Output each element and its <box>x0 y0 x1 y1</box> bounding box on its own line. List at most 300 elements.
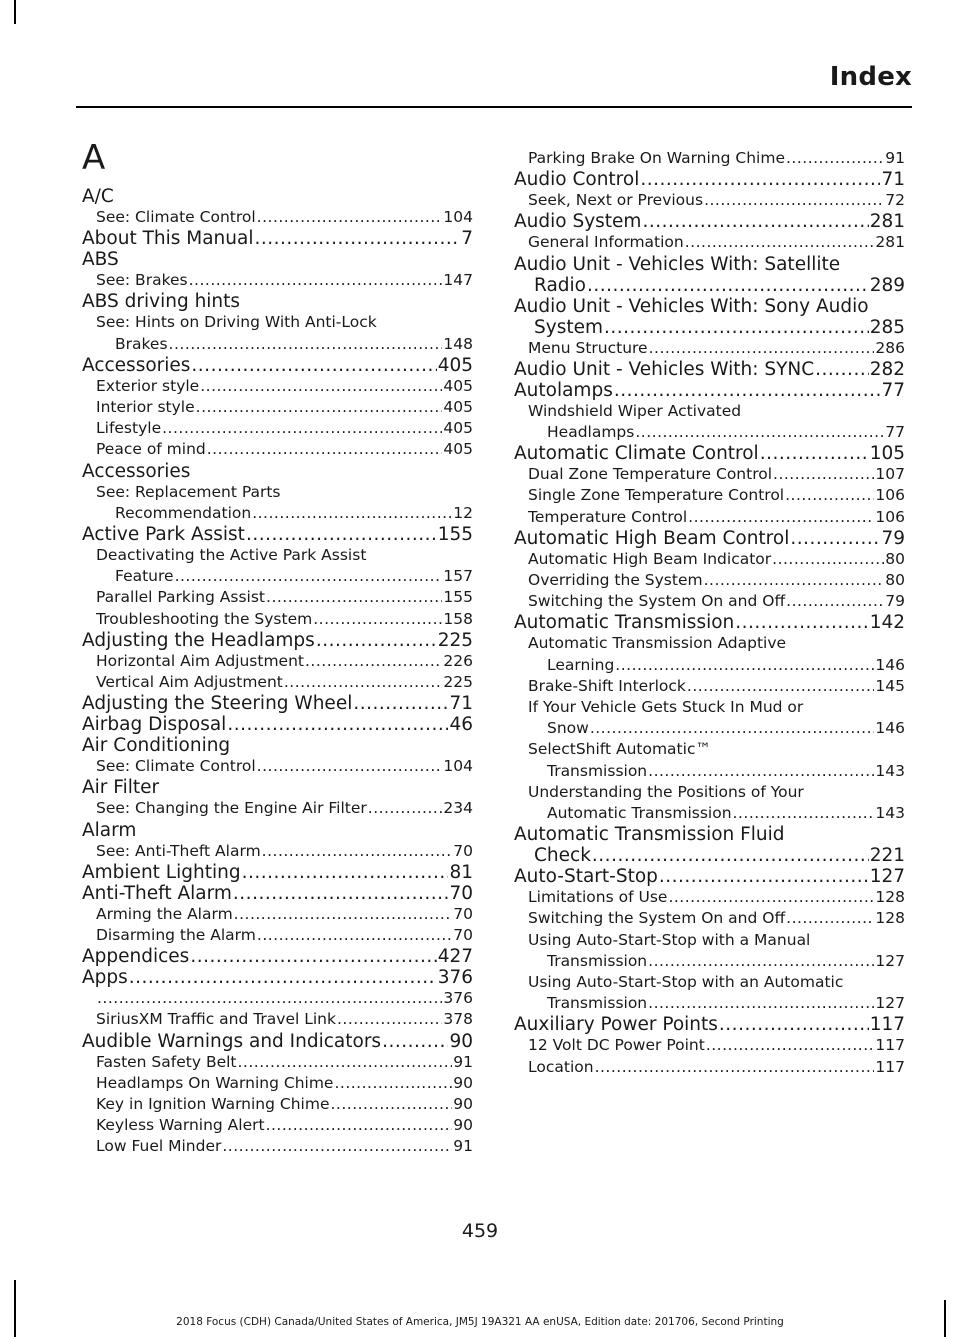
index-subentry <box>82 207 473 228</box>
entry-text: Automatic Transmission <box>514 612 735 634</box>
entry-text: Automatic High Beam Indicator <box>528 549 772 568</box>
dot-leader <box>233 883 449 904</box>
dot-leader <box>234 904 453 925</box>
entry-text: If Your Vehicle Gets Stuck In Mud or <box>528 698 804 717</box>
dot-leader <box>642 211 868 232</box>
index-subentry <box>82 798 473 819</box>
dot-leader <box>595 1057 875 1078</box>
dot-leader <box>773 464 874 485</box>
dot-leader <box>169 334 443 355</box>
index-subentry <box>514 676 905 697</box>
dot-leader <box>786 148 884 169</box>
entry-text: Adjusting the Headlamps <box>82 629 315 651</box>
entry-page-number: 405 <box>443 440 473 459</box>
entry-page-number: 281 <box>869 211 905 233</box>
entry-page-number: 148 <box>443 334 473 353</box>
entry-text: See: Replacement Parts <box>96 482 281 501</box>
index-subentry <box>82 545 473 566</box>
index-subentry <box>82 1094 473 1115</box>
entry-page-number: 70 <box>449 882 473 904</box>
dot-leader <box>687 676 875 697</box>
index-heading-entry <box>514 866 905 887</box>
entry-page-number: 71 <box>881 169 905 191</box>
entry-page-number: 91 <box>453 1137 473 1156</box>
index-subentry <box>82 904 473 925</box>
dot-leader <box>97 988 442 1009</box>
index-heading-entry <box>82 967 473 988</box>
entry-text: Appendices <box>82 946 190 968</box>
page-title: Index <box>829 62 912 92</box>
entry-page-number: 128 <box>875 909 905 928</box>
entry-text: Limitations of Use <box>528 888 668 907</box>
entry-text: Automatic Transmission <box>547 804 732 823</box>
index-column-right <box>514 148 905 1078</box>
entry-page-number: 80 <box>885 571 905 590</box>
dot-leader <box>648 951 874 972</box>
entry-page-number: 221 <box>869 845 905 867</box>
index-subentry <box>82 270 473 291</box>
entry-text: Interior style <box>96 398 195 417</box>
dot-leader <box>257 756 443 777</box>
crop-mark-bottom-left <box>14 1280 16 1337</box>
entry-page-number: 427 <box>437 946 473 968</box>
dot-leader <box>790 528 880 549</box>
entry-text: Audio Unit - Vehicles With: Satellite <box>514 253 841 275</box>
entry-page-number: 79 <box>885 592 905 611</box>
dot-leader <box>685 232 875 253</box>
dot-leader <box>587 275 869 296</box>
entry-page-number: 285 <box>869 316 905 338</box>
entry-text: Menu Structure <box>528 338 648 357</box>
index-heading-entry <box>514 275 905 296</box>
entry-page-number: 234 <box>443 799 473 818</box>
entry-page-number: 70 <box>453 841 473 860</box>
index-subentry <box>82 988 473 1009</box>
entry-text: Brake-Shift Interlock <box>528 676 686 695</box>
index-subentry <box>82 503 473 524</box>
index-heading-entry <box>82 820 473 841</box>
dot-leader <box>266 587 442 608</box>
dot-leader <box>200 376 442 397</box>
entry-page-number: 90 <box>449 1030 473 1052</box>
entry-page-number: 91 <box>453 1052 473 1071</box>
section-letter: A <box>82 138 106 178</box>
entry-text: Automatic Climate Control <box>514 443 759 465</box>
dot-leader <box>640 169 880 190</box>
entry-text: Disarming the Alarm <box>96 926 256 945</box>
entry-page-number: 107 <box>875 465 905 484</box>
entry-page-number: 127 <box>875 951 905 970</box>
entry-page-number: 71 <box>449 693 473 715</box>
index-subentry <box>82 439 473 460</box>
entry-text: Air Conditioning <box>82 735 231 757</box>
entry-text: Audio System <box>514 211 642 233</box>
index-subentry <box>82 397 473 418</box>
index-subentry <box>514 887 905 908</box>
entry-text: Using Auto-Start-Stop with a Manual <box>528 930 811 949</box>
dot-leader <box>668 887 874 908</box>
dot-leader <box>704 190 884 211</box>
entry-text: Recommendation <box>115 503 252 522</box>
entry-text: See: Anti-Theft Alarm <box>96 841 261 860</box>
index-subentry <box>514 930 905 951</box>
entry-text: Fasten Safety Belt <box>96 1052 237 1071</box>
dot-leader <box>592 845 869 866</box>
entry-text: A/C <box>82 186 114 207</box>
index-heading-entry <box>82 291 473 312</box>
index-subentry <box>514 591 905 612</box>
index-heading-entry <box>514 169 905 190</box>
entry-page-number: 46 <box>449 714 473 736</box>
index-heading-entry <box>514 824 905 845</box>
dot-leader <box>735 612 868 633</box>
index-heading-entry <box>82 946 473 967</box>
entry-page-number: 81 <box>449 861 473 883</box>
index-subentry <box>514 761 905 782</box>
index-subentry <box>514 972 905 993</box>
dot-leader <box>266 1115 453 1136</box>
entry-text: Vertical Aim Adjustment <box>96 673 283 692</box>
dot-leader <box>175 566 443 587</box>
entry-text: Autolamps <box>514 379 613 401</box>
entry-text: Keyless Warning Alert <box>96 1116 265 1135</box>
index-heading-entry <box>514 380 905 401</box>
dot-leader <box>772 549 884 570</box>
entry-text: Automatic High Beam Control <box>514 527 790 549</box>
dot-leader <box>257 207 443 228</box>
index-heading-entry <box>82 186 473 207</box>
entry-page-number: 146 <box>875 655 905 674</box>
index-heading-entry <box>514 1014 905 1035</box>
index-subentry <box>82 376 473 397</box>
index-subentry <box>514 485 905 506</box>
entry-text: Transmission <box>547 951 648 970</box>
dot-leader <box>252 503 452 524</box>
entry-text: Headlamps <box>547 423 635 442</box>
dot-leader <box>257 925 452 946</box>
dot-leader <box>313 609 442 630</box>
entry-page-number: 77 <box>885 423 905 442</box>
entry-text: General Information <box>528 233 684 252</box>
entry-text: Transmission <box>547 994 648 1013</box>
dot-leader <box>785 485 874 506</box>
entry-text: Understanding the Positions of Your <box>528 782 804 801</box>
page-number: 459 <box>461 1220 499 1242</box>
entry-text: Ambient Lighting <box>82 861 241 883</box>
index-heading-entry <box>514 359 905 380</box>
entry-text: Audible Warnings and Indicators <box>82 1030 382 1052</box>
entry-page-number: 405 <box>437 354 473 376</box>
index-heading-entry <box>82 777 473 798</box>
dot-leader <box>786 908 874 929</box>
index-subentry <box>514 718 905 739</box>
index-subentry <box>82 925 473 946</box>
entry-page-number: 157 <box>443 567 473 586</box>
index-subentry <box>514 908 905 929</box>
index-subentry <box>82 1136 473 1157</box>
entry-page-number: 147 <box>443 271 473 290</box>
index-subentry <box>82 482 473 503</box>
dot-leader <box>614 380 881 401</box>
dot-leader <box>719 1014 869 1035</box>
entry-page-number: 405 <box>443 419 473 438</box>
entry-page-number: 104 <box>443 208 473 226</box>
entry-text: Audio Unit - Vehicles With: SYNC <box>514 358 815 380</box>
dot-leader <box>706 1035 875 1056</box>
dot-leader <box>733 803 875 824</box>
entry-text: See: Climate Control <box>96 757 256 776</box>
entry-page-number: 376 <box>443 989 473 1008</box>
dot-leader <box>129 967 437 988</box>
entry-text: Parallel Parking Assist <box>96 588 266 607</box>
entry-text: Learning <box>547 655 615 674</box>
dot-leader <box>590 718 875 739</box>
entry-page-number: 145 <box>875 676 905 695</box>
entry-text: Transmission <box>547 761 648 780</box>
entry-page-number: 127 <box>869 866 905 888</box>
entry-page-number: 405 <box>443 376 473 395</box>
entry-text: See: Changing the Engine Air Filter <box>96 799 367 818</box>
entry-page-number: 90 <box>453 1116 473 1135</box>
dot-leader <box>238 1052 453 1073</box>
index-subentry <box>514 148 905 169</box>
entry-text: SelectShift Automatic™ <box>528 740 711 759</box>
entry-page-number: 289 <box>869 274 905 296</box>
dot-leader <box>330 1094 452 1115</box>
index-subentry <box>514 803 905 824</box>
entry-text: Switching the System On and Off <box>528 592 786 611</box>
entry-text: Anti-Theft Alarm <box>82 882 232 904</box>
entry-text: Brakes <box>115 334 168 353</box>
entry-text: Feature <box>115 567 174 586</box>
index-subentry <box>514 507 905 528</box>
index-heading-entry <box>82 249 473 270</box>
entry-page-number: 286 <box>875 338 905 357</box>
dot-leader <box>242 862 449 883</box>
index-subentry <box>514 401 905 422</box>
entry-text: Switching the System On and Off <box>528 909 786 928</box>
index-subentry <box>514 993 905 1014</box>
entry-text: Windshield Wiper Activated <box>528 401 742 420</box>
dot-leader <box>196 397 443 418</box>
entry-text: Overriding the System <box>528 571 703 590</box>
entry-text: Temperature Control <box>528 507 688 526</box>
index-subentry <box>514 549 905 570</box>
entry-page-number: 282 <box>869 358 905 380</box>
dot-leader <box>815 359 869 380</box>
entry-text: See: Hints on Driving With Anti-Lock <box>96 313 377 332</box>
index-subentry <box>82 841 473 862</box>
entry-page-number: 405 <box>443 398 473 417</box>
entry-text: Accessories <box>82 460 191 482</box>
entry-page-number: 143 <box>875 761 905 780</box>
entry-text: Lifestyle <box>96 419 162 438</box>
entry-text: Apps <box>82 967 128 989</box>
index-heading-entry <box>514 254 905 275</box>
footer-edition-text: 2018 Focus (CDH) Canada/United States of America, JM5J 19A321 AA enUSA, Edition date: 201706, Second Printing <box>176 1316 784 1328</box>
entry-page-number: 142 <box>869 612 905 634</box>
left-entry-list <box>82 186 473 1158</box>
entry-text: Deactivating the Active Park Assist <box>96 546 367 565</box>
index-subentry <box>514 464 905 485</box>
dot-leader <box>222 1136 452 1157</box>
dot-leader <box>760 443 869 464</box>
entry-page-number: 127 <box>875 994 905 1013</box>
dot-leader <box>353 693 448 714</box>
index-subentry <box>514 655 905 676</box>
entry-page-number: 90 <box>453 1095 473 1114</box>
entry-page-number: 117 <box>869 1014 905 1036</box>
entry-text: About This Manual <box>82 228 254 250</box>
index-subentry <box>82 1052 473 1073</box>
index-heading-entry <box>514 317 905 338</box>
entry-text: Alarm <box>82 819 137 841</box>
entry-page-number: 77 <box>881 379 905 401</box>
index-heading-entry <box>82 461 473 482</box>
index-subentry <box>514 1057 905 1078</box>
entry-page-number: 225 <box>443 673 473 692</box>
entry-page-number: 128 <box>875 888 905 907</box>
index-column-left <box>82 136 473 1158</box>
entry-page-number: 12 <box>453 503 473 522</box>
index-subentry <box>514 190 905 211</box>
dot-leader <box>246 524 437 545</box>
dot-leader <box>635 422 884 443</box>
entry-text: Radio <box>534 274 586 296</box>
entry-text: Headlamps On Warning Chime <box>96 1073 334 1092</box>
index-subentry <box>82 756 473 777</box>
entry-text: Airbag Disposal <box>82 714 227 736</box>
index-heading-entry <box>514 845 905 866</box>
entry-page-number: 70 <box>453 926 473 945</box>
entry-page-number: 106 <box>875 507 905 526</box>
entry-page-number: 70 <box>453 904 473 923</box>
dot-leader <box>649 338 875 359</box>
entry-page-number: 226 <box>443 651 473 670</box>
index-subentry <box>514 951 905 972</box>
index-heading-entry <box>82 524 473 545</box>
dot-leader <box>227 714 448 735</box>
entry-text: 12 Volt DC Power Point <box>528 1036 705 1055</box>
dot-leader <box>648 993 874 1014</box>
dot-leader <box>337 1009 442 1030</box>
entry-text: Air Filter <box>82 777 160 799</box>
entry-text: ABS driving hints <box>82 291 241 313</box>
entry-page-number: 104 <box>443 757 473 776</box>
index-subentry <box>82 1009 473 1030</box>
index-subentry <box>514 1035 905 1056</box>
entry-text: See: Climate Control <box>96 208 256 226</box>
index-subentry <box>514 422 905 443</box>
crop-mark-top-left <box>14 0 16 24</box>
entry-text: Audio Unit - Vehicles With: Sony Audio <box>514 295 869 317</box>
dot-leader <box>316 630 437 651</box>
index-subentry <box>82 651 473 672</box>
entry-text: See: Brakes <box>96 271 188 290</box>
entry-page-number: 155 <box>443 588 473 607</box>
entry-text: Single Zone Temperature Control <box>528 486 785 505</box>
entry-text: Location <box>528 1057 594 1076</box>
entry-text: Dual Zone Temperature Control <box>528 465 773 484</box>
entry-text: Automatic Transmission Adaptive <box>528 634 787 653</box>
index-subentry <box>514 782 905 803</box>
index-subentry <box>82 566 473 587</box>
entry-text: Arming the Alarm <box>96 904 233 923</box>
index-subentry <box>514 232 905 253</box>
index-heading-entry <box>82 735 473 756</box>
entry-text: Adjusting the Steering Wheel <box>82 693 353 715</box>
entry-page-number: 158 <box>443 609 473 628</box>
index-heading-entry <box>514 612 905 633</box>
index-subentry <box>82 587 473 608</box>
entry-page-number: 143 <box>875 804 905 823</box>
index-heading-entry <box>82 355 473 376</box>
entry-page-number: 80 <box>885 549 905 568</box>
entry-page-number: 79 <box>881 527 905 549</box>
dot-leader <box>255 228 461 249</box>
index-subentry <box>82 418 473 439</box>
entry-text: ABS <box>82 249 119 271</box>
entry-text: Horizontal Aim Adjustment <box>96 651 304 670</box>
entry-page-number: 72 <box>885 191 905 210</box>
dot-leader <box>189 270 443 291</box>
entry-text: SiriusXM Traffic and Travel Link <box>96 1010 336 1029</box>
dot-leader <box>262 841 453 862</box>
dot-leader <box>604 317 869 338</box>
entry-text: Exterior style <box>96 376 200 395</box>
entry-text: Accessories <box>82 354 191 376</box>
index-heading-entry <box>82 883 473 904</box>
index-heading-entry <box>82 693 473 714</box>
index-subentry <box>514 338 905 359</box>
dot-leader <box>382 1031 448 1052</box>
dot-leader <box>704 570 885 591</box>
index-heading-entry <box>82 630 473 651</box>
index-subentry <box>514 697 905 718</box>
entry-text: Auto-Start-Stop <box>514 866 658 888</box>
index-heading-entry <box>514 528 905 549</box>
entry-text: Check <box>534 845 591 867</box>
index-subentry <box>514 570 905 591</box>
entry-text: Auxiliary Power Points <box>514 1014 718 1036</box>
dot-leader <box>162 418 442 439</box>
dot-leader <box>190 946 436 967</box>
entry-page-number: 7 <box>461 228 473 250</box>
index-subentry <box>82 312 473 333</box>
entry-text: Automatic Transmission Fluid <box>514 824 785 846</box>
entry-page-number: 106 <box>875 486 905 505</box>
dot-leader <box>688 507 874 528</box>
entry-page-number: 225 <box>437 629 473 651</box>
entry-page-number: 378 <box>443 1010 473 1029</box>
entry-page-number: 91 <box>885 149 905 167</box>
dot-leader <box>207 439 443 460</box>
index-subentry <box>82 609 473 630</box>
entry-text: Peace of mind <box>96 440 206 459</box>
index-heading-entry <box>82 1031 473 1052</box>
index-subentry <box>82 1073 473 1094</box>
entry-page-number: 105 <box>869 443 905 465</box>
right-entry-list <box>514 148 905 1078</box>
dot-leader <box>305 651 442 672</box>
dot-leader <box>659 866 869 887</box>
dot-leader <box>648 761 874 782</box>
entry-text: System <box>534 316 603 338</box>
entry-text: Active Park Assist <box>82 524 245 546</box>
entry-page-number: 281 <box>875 233 905 252</box>
title-divider <box>76 106 912 108</box>
index-heading-entry <box>82 862 473 883</box>
